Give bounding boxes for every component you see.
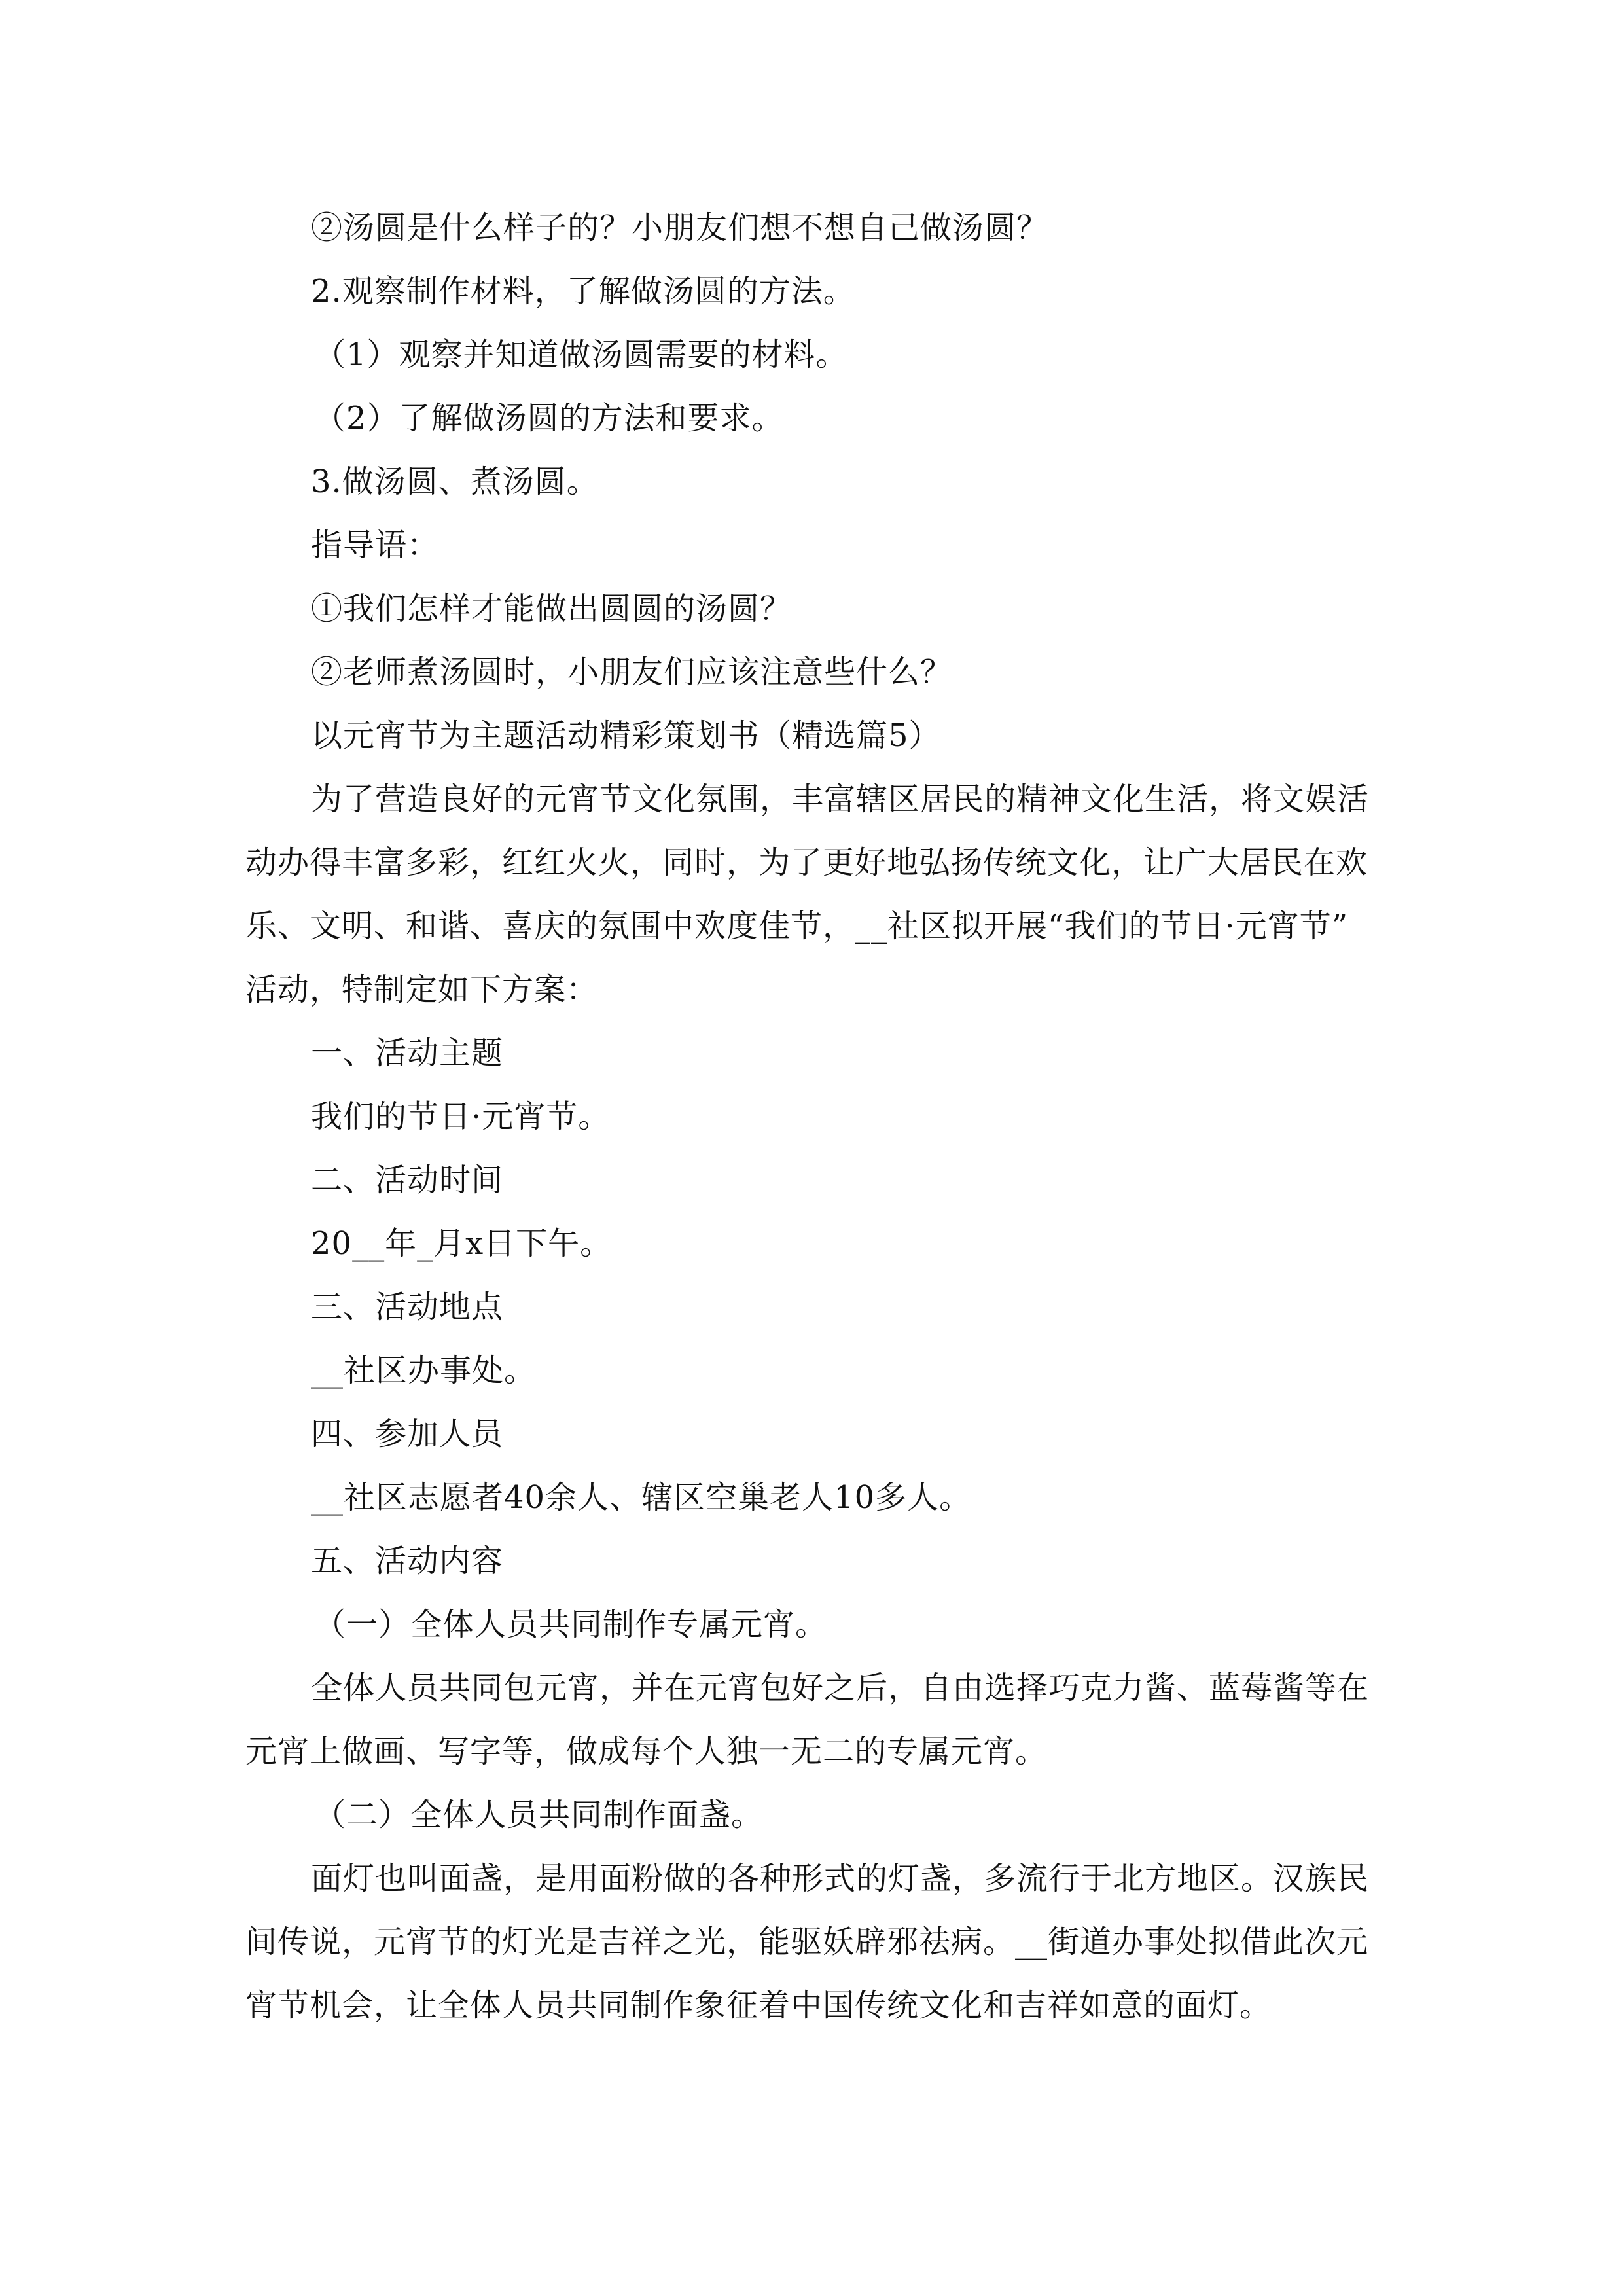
text-line: __社区办事处。 [311,1352,537,1389]
text-line: 宵节机会，让全体人员共同制作象征着中国传统文化和吉祥如意的面灯。 [245,1987,1272,2024]
text-line: 五、活动内容 [311,1543,504,1579]
text-line: 以元宵节为主题活动精彩策划书（精选篇5） [311,717,941,754]
text-line: （1）观察并知道做汤圆需要的材料。 [314,336,848,373]
text-line: 间传说，元宵节的灯光是吉祥之光，能驱妖辟邪祛病。__街道办事处拟借此次元 [245,1924,1369,1960]
text-line: 为了营造良好的元宵节文化氛围，丰富辖区居民的精神文化生活，将文娱活 [311,781,1370,817]
text-line: 三、活动地点 [311,1289,504,1325]
text-line: 面灯也叫面盏，是用面粉做的各种形式的灯盏，多流行于北方地区。汉族民 [311,1860,1370,1897]
text-line: ①我们怎样才能做出圆圆的汤圆？ [311,590,793,627]
text-line: （2）了解做汤圆的方法和要求。 [314,400,784,437]
text-line: 我们的节日·元宵节。 [311,1098,611,1135]
text-line: 乐、文明、和谐、喜庆的氛围中欢度佳节，__社区拟开展“我们的节日·元宵节” [245,908,1349,944]
text-line: 二、活动时间 [311,1162,504,1198]
text-line: 一、活动主题 [311,1035,504,1071]
text-line: ②汤圆是什么样子的？小朋友们想不想自己做汤圆？ [311,209,1049,246]
text-line: （二）全体人员共同制作面盏。 [314,1797,764,1833]
text-line: （一）全体人员共同制作专属元宵。 [314,1606,828,1643]
text-line: 元宵上做画、写字等，做成每个人独一无二的专属元宵。 [245,1733,1048,1770]
text-line: __社区志愿者40余人、辖区空巢老人10多人。 [311,1479,972,1516]
text-line: 2.观察制作材料，了解做汤圆的方法。 [311,273,855,310]
text-line: 3.做汤圆、煮汤圆。 [311,463,599,500]
text-line: 动办得丰富多彩，红红火火，同时，为了更好地弘扬传统文化，让广大居民在欢 [245,844,1368,881]
text-line: 20__年_月x日下午。 [311,1225,613,1262]
text-line: 全体人员共同包元宵，并在元宵包好之后，自由选择巧克力酱、蓝莓酱等在 [311,1670,1370,1706]
text-line: ②老师煮汤圆时，小朋友们应该注意些什么？ [311,654,953,691]
text-line: 指导语： [311,527,440,564]
document-body [245,196,1379,2037]
text-line: 活动，特制定如下方案： [245,971,599,1008]
text-line: 四、参加人员 [311,1416,504,1452]
